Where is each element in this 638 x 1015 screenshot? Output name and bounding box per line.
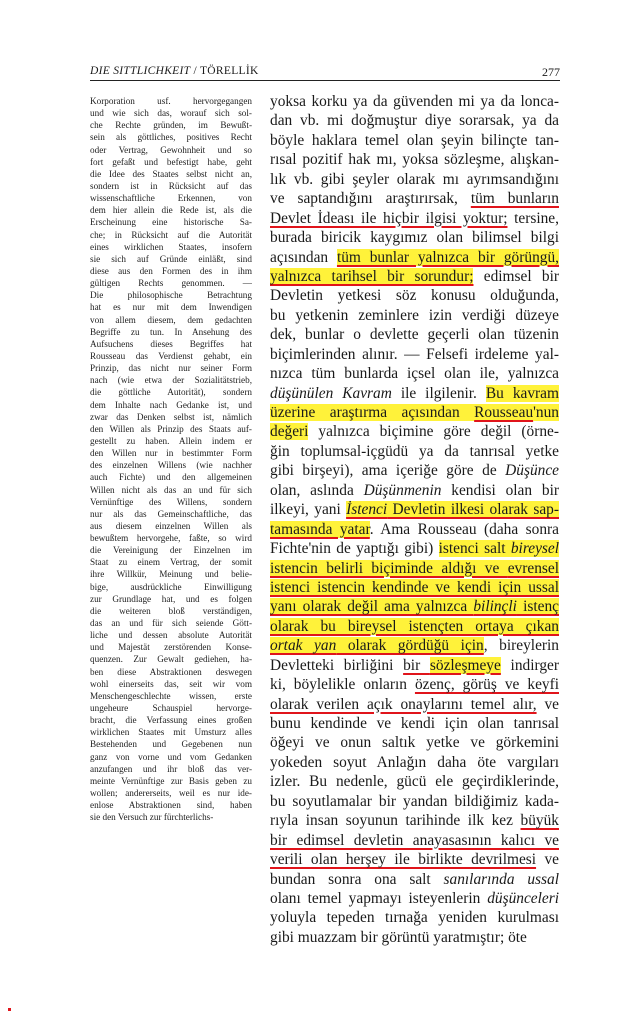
turkish-line [270, 908, 559, 927]
turkish-line [270, 636, 559, 655]
turkish-line [270, 325, 559, 344]
text-run: bunu kendinde ve kendi için olan tanrısal [270, 715, 559, 732]
german-line: Aufsuchens dieses Begriffes hat [90, 338, 252, 349]
text-run: olan, aslında [270, 481, 364, 499]
turkish-line [270, 248, 559, 267]
highlighted-text: istenci salt [438, 540, 511, 558]
german-line: den Willen nur in bestimmter Form [90, 448, 252, 459]
text-run: ve [536, 695, 559, 713]
text-run: açısından [270, 248, 337, 266]
german-line: Staat zu einem Vertrag, der somit [90, 557, 252, 568]
underlined-text: olarak verilen açık onaylarını temel alır, [270, 695, 537, 713]
header-title-turkish: TÖRELLİK [199, 65, 259, 77]
turkish-line [270, 539, 559, 558]
header-rule [90, 80, 560, 81]
turkish-line [270, 733, 559, 752]
turkish-line [270, 617, 559, 636]
turkish-line [270, 714, 559, 733]
text-run: yoksa korku ya da güvenden mi ya da lonca- [270, 93, 559, 110]
turkish-line [270, 792, 559, 811]
german-line: ungeheure Schauspiel hervorge- [90, 703, 252, 714]
german-line: bige, ausdrückliche Einwilligung [90, 581, 252, 592]
turkish-line [270, 772, 559, 791]
german-line: Willen nicht als das an und für sich [90, 484, 252, 495]
german-line: sie den Versuch zur fürchterlichs- [90, 812, 214, 823]
text-run: Fichte'nin de yaptığı gibi) [270, 540, 439, 558]
german-line: gestellt zu haben. Allein indem er [90, 435, 252, 446]
highlighted-underlined-text: olarak bu bireysel istençten ortaya çıkan [270, 617, 559, 635]
italic-text: düşünceleri [487, 889, 559, 907]
german-line: che Rechte gründen, im Bewußt- [90, 120, 252, 131]
german-line: zur Grundlage hat, und es folgen [90, 593, 252, 604]
german-line: eines wirklichen Staates, insofern [90, 241, 252, 252]
german-line: fort gefaßt und befestigt habe, geht [90, 156, 252, 167]
german-line: diese aus den Formen des in ihm [90, 265, 252, 276]
turkish-line [270, 559, 559, 578]
german-line: das an und für sich seiende Gött- [90, 618, 252, 629]
text-run: Devletteki birliğini [270, 656, 404, 674]
underlined-text: tüm bunların [470, 190, 559, 208]
german-line: gültigen Rechts genommen. — [90, 278, 252, 289]
text-run: kendisi olan bir [441, 481, 559, 499]
italic-text: Düşünmenin [363, 481, 442, 499]
turkish-line [270, 306, 559, 325]
turkish-line [270, 753, 559, 772]
german-line: meinte Vernünftige zur Basis geben zu [90, 775, 252, 786]
turkish-line [270, 131, 559, 150]
text-run: nızca tüm bunlarda içsel olan ile, yalnızca [270, 365, 559, 383]
turkish-line [270, 345, 559, 364]
turkish-line [270, 578, 559, 597]
highlighted-underlined-text: İstenci [346, 501, 388, 519]
german-line: des einzelnen Willens (wie nachher [90, 460, 252, 471]
underlined-text: Devlet İdeası ile hiçbir ilgisi yoktur; [270, 209, 508, 227]
german-line: Korporation usf. hervorgegangen [90, 96, 252, 106]
german-line: anzufangen und ihr bloß das ver- [90, 763, 252, 774]
german-line: wollen; andererseits, weil es nur ide- [90, 788, 252, 799]
turkish-line [270, 695, 559, 714]
german-line: Die philosophische Betrachtung [90, 290, 252, 301]
german-line: aus diesem einzelnen Willen als [90, 520, 252, 531]
german-line: ben diese Abstraktionen deswegen [90, 666, 252, 677]
text-run: dan vb. mi doğmuştur diye sorarsak, ya da [270, 112, 559, 130]
turkish-line [270, 286, 559, 305]
page-number: 277 [542, 65, 560, 79]
turkish-line [270, 850, 559, 869]
german-line: wissenschaftliche Erkennen, von [90, 193, 252, 204]
turkish-column [270, 92, 559, 947]
german-line: wohl einerseits das, seit wir vom [90, 678, 252, 689]
text-run: edimsel bir [473, 267, 559, 285]
text-run: dek, bunlar o devlette geçerli olan tüzenin [270, 326, 559, 344]
highlighted-underlined-text: Devletin ilkesi olarak sap- [387, 501, 559, 519]
german-line: sein als göttliches, positives Recht [90, 132, 252, 143]
highlighted-underlined-text: sözleşmeye [429, 656, 501, 674]
german-line: Bestehenden und Gegebenen nun [90, 739, 252, 750]
german-line: Vernünftige des Willens, sondern [90, 496, 252, 507]
turkish-line [270, 461, 559, 480]
german-line: und Majestät zerstörenden Konse- [90, 642, 252, 653]
text-run: ilkeyi, yani [270, 501, 347, 519]
highlighted-underlined-text: yalnızca tarihsel bir sorundur; [270, 267, 474, 285]
text-run: tersine, [507, 209, 559, 227]
german-line: sie sich auf Gründe einläßt, sind [90, 253, 252, 264]
german-line: zwar das Denken selbst ist, nämlich [90, 411, 252, 422]
turkish-line [270, 150, 559, 169]
german-line: liche und dessen absolute Autorität [90, 630, 252, 641]
turkish-line [270, 267, 559, 286]
highlighted-underlined-text: tamasında yatar [270, 520, 370, 538]
german-line: die Idee des Staates selbst nicht an, [90, 168, 252, 179]
turkish-line [270, 500, 559, 519]
text-run: ğin toplumsal-içgüdü ya da tanrısal yetke [270, 442, 559, 460]
german-line: die weiteren bloß verständigen, [90, 605, 252, 616]
german-line: auch Fichte) und den allgemeinen [90, 472, 252, 483]
text-run: bu yetkenin zeminlere izin verdiği düzeye [270, 306, 559, 324]
german-line: sondern ist in Rücksicht auf das [90, 180, 252, 191]
text-run: bundan sonra ona salt [270, 870, 444, 888]
german-line: Erscheinung eine historische Sa- [90, 217, 252, 228]
german-line: hat es nur mit dem Inwendigen [90, 302, 252, 313]
german-line: ihre Willkür, Meinung und belie- [90, 569, 252, 580]
german-line: Menschengeschlechte wissen, erste [90, 690, 252, 701]
highlighted-underlined-text: istenci istencin kendinde ve kendi için ussal [270, 578, 559, 596]
underlined-text: özenç, görüş ve keyfi [414, 676, 559, 694]
turkish-line [270, 442, 559, 461]
german-line: quenzen. Zur Gewalt gediehen, ha- [90, 654, 252, 665]
text-run: izler. Bu nedenle, gücü ele geçirdiklerinde, [270, 773, 559, 791]
header-title [90, 65, 259, 77]
text-run: Devletin yetkesi söz konusu olduğunda, [270, 287, 559, 305]
german-line: den Willen als Prinzip des Staats auf- [90, 423, 252, 434]
italic-text: Düşünce [505, 462, 559, 480]
underlined-text: bir [403, 656, 430, 674]
text-run: , bireylerin [483, 637, 559, 655]
german-line: Begriffe zu tun. In Ansehung des [90, 326, 252, 337]
german-line: bracht, die Verfassung eines großen [90, 715, 252, 726]
turkish-line [270, 675, 559, 694]
turkish-line [270, 111, 559, 130]
german-line: und wie sich das, worauf sich sol- [90, 108, 252, 119]
german-line: Rousseau das Verdienst gehabt, ein [90, 350, 252, 361]
text-run: olanı temel yapmayı isteyenlerin [270, 889, 488, 907]
turkish-line [270, 228, 559, 247]
german-line: oder Vertrag, Gewohnheit und so [90, 144, 252, 155]
turkish-line [270, 384, 559, 403]
highlighted-underlined-text: istencin belirli biçiminde aldığı ve [270, 559, 508, 577]
text-run: böyle haklara temel olan şeyin bilinçte tan- [270, 131, 559, 149]
highlighted-text: Bu kavram [485, 384, 559, 402]
german-line: wirklichen Staates mit Umsturz alles [90, 727, 252, 738]
german-line: che; in Rücksicht auf die Autorität [90, 229, 252, 240]
turkish-line [270, 422, 559, 441]
german-line: Prinzip, das nicht nur seiner Form [90, 363, 252, 374]
german-line: nach (wie etwa der Sozialitätstrieb, [90, 375, 252, 386]
highlighted-text: 'nun [533, 404, 559, 421]
header-title-german: DIE SITTLICHKEIT [90, 65, 191, 77]
underlined-text: verili olan herşey ile birlikte devrilmesi [270, 851, 537, 869]
turkish-line [270, 831, 559, 850]
german-line: bewußtem hervorgehe, faßte, so wird [90, 533, 252, 544]
german-line: ganz von vorne und vom Gedanken [90, 751, 252, 762]
turkish-line [270, 928, 559, 947]
underlined-text: bir edimsel devletin anayasasının kalıcı ve [270, 831, 559, 849]
header-separator: / [190, 65, 200, 77]
turkish-line [270, 656, 559, 675]
text-run: burada biricik kaygımız olan bilimsel bilgi [270, 229, 559, 247]
highlighted-underlined-text: Rousseau [474, 404, 534, 421]
german-line: von allem diesem, dem gedachten [90, 314, 252, 325]
turkish-line [270, 403, 559, 422]
margin-mark [8, 1008, 11, 1011]
german-line: enlose Abstraktionen sind, haben [90, 800, 252, 811]
italic-text: sanılarında ussal [443, 870, 559, 888]
text-run: ve saptandığını araştırırsak, [270, 190, 471, 208]
german-line: die Vereinigung der Einzelnen im [90, 545, 252, 556]
text-run: rısal pozitif hak mı, yoksa sözleşme, alışkan- [270, 151, 559, 169]
highlighted-underlined-text: tüm bunlar yalnızca bir görüngü, [336, 248, 560, 266]
turkish-line [270, 597, 559, 616]
text-run: yalnızca biçimine göre değil (örne- [308, 423, 559, 441]
highlighted-underlined-text: istenç [516, 598, 559, 616]
turkish-line [270, 889, 559, 908]
text-run: bu soyutlamalar bir yandan bildiğimiz kada- [270, 792, 559, 810]
german-line: die göttliche Autorität), sondern [90, 387, 252, 398]
text-run: ve [536, 851, 560, 869]
text-run: lık vb. gibi şeyler olarak mı ayrımsandığını [270, 170, 559, 188]
text-run: ile ilgilenir. [391, 384, 486, 402]
text-run: gibi birşeyi), ama içeriğe göre de [270, 462, 506, 480]
german-column [90, 95, 252, 823]
highlighted-underlined-text: ortak yan [270, 637, 337, 655]
text-run: biçimlerinden alınır. — Felsefi irdeleme yal- [270, 345, 559, 363]
turkish-line [270, 520, 559, 539]
highlighted-underlined-text: yanı olarak değil ama yalnızca [270, 598, 474, 616]
turkish-line [270, 189, 559, 208]
text-run: indirger [500, 656, 559, 674]
turkish-line [270, 870, 559, 889]
turkish-line [270, 170, 559, 189]
text-run: yoluyla tepeden tırnağa yeniden kurulması [270, 909, 559, 927]
text-run: ki, böylelikle onların [270, 676, 415, 694]
highlighted-text: değeri [270, 423, 309, 441]
text-run: yokeden soyut Anlağın daha öte vargıları [270, 753, 559, 771]
italic-text: düşünülen Kavram [270, 384, 392, 402]
text-run: öğeyi ve onun saltık yetke ve görkemini [270, 734, 559, 752]
highlighted-underlined-text: evrensel [507, 559, 559, 577]
highlighted-underlined-text: olarak gördüğü için [336, 637, 484, 655]
german-line: dem hier allein die Rede ist, als die [90, 205, 252, 216]
highlighted-underlined-text: bilinçli [473, 598, 517, 616]
turkish-line [270, 92, 559, 111]
turkish-line [270, 209, 559, 228]
text-run: rıyla insan soyunun tarihinde ilk kez [270, 812, 521, 830]
german-line: nur als das Gemeinschaftliche, das [90, 508, 252, 519]
highlighted-text: bireysel [510, 540, 559, 558]
underlined-text: büyük [520, 812, 559, 830]
text-run: . Ama Rousseau (daha sonra [369, 520, 560, 538]
turkish-line [270, 811, 559, 830]
turkish-line [270, 481, 559, 500]
turkish-line [270, 364, 559, 383]
highlighted-text: üzerine araştırma açısından [270, 404, 475, 421]
german-line: dem Inhalte nach Gedanke ist, und [90, 399, 252, 410]
text-run: gibi muazzam bir görüntü yaratmıştır; öte [270, 928, 527, 946]
